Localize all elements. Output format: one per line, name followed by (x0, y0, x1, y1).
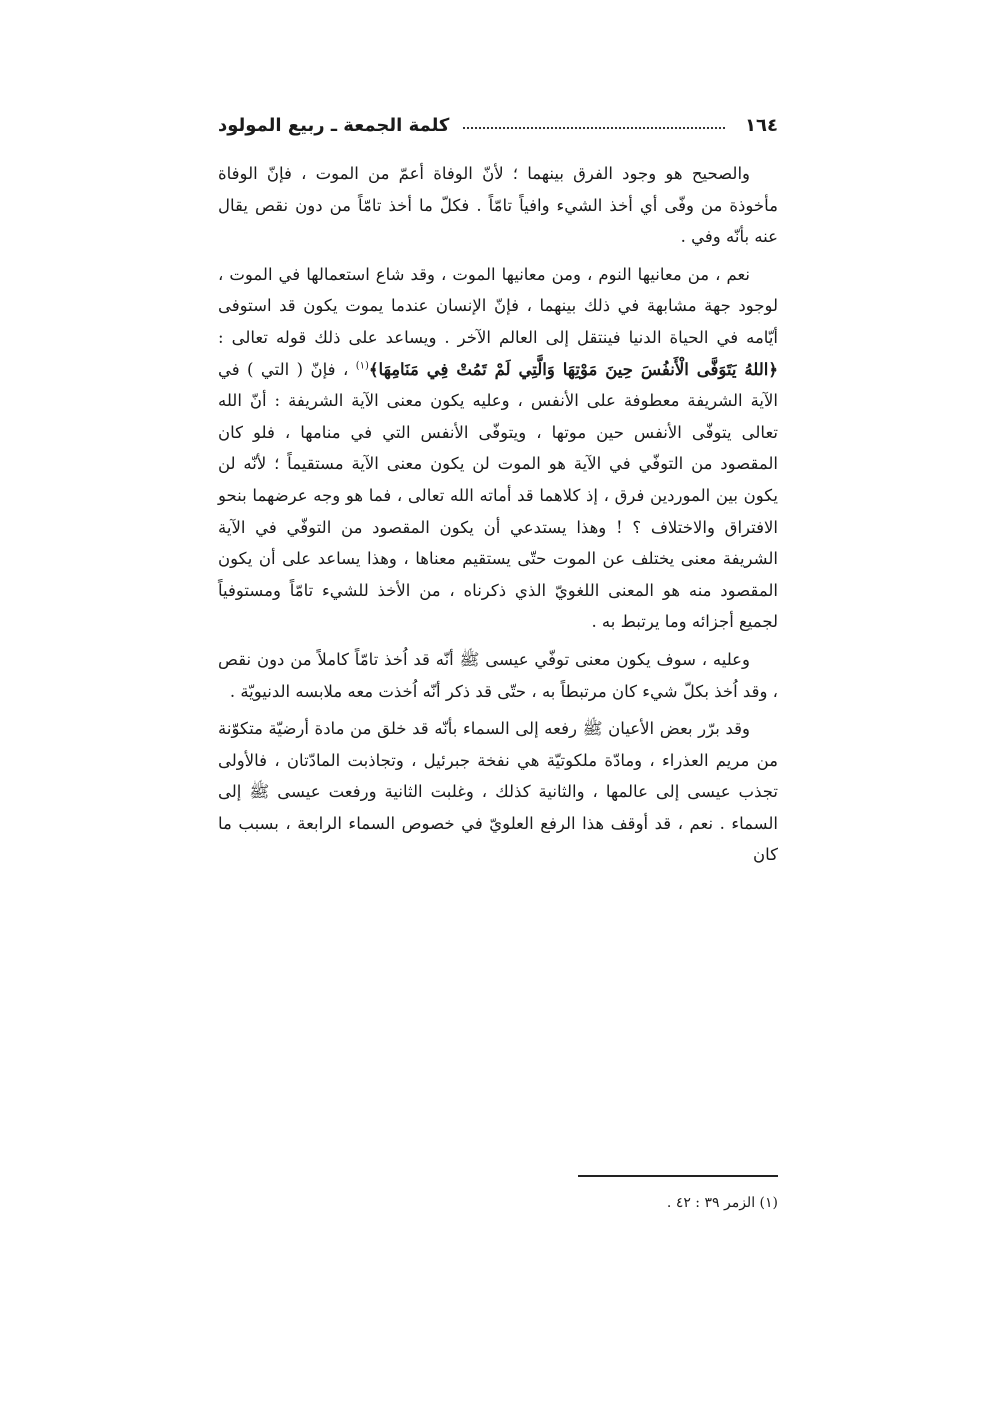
paragraph-3: وعليه ، سوف يكون معنى توفّي عيسى ﷺ أنّه قد اُخذ تامّاً كاملاً من دون نقص ، وقد اُخذ بكلّ شيء كان مرتبطاً به ، حتّى قد ذكر أنّه اُخذت معه ملابسه الدنيويّة . (218, 649, 778, 701)
paragraph-4: وقد برّر بعض الأعيان ﷺ رفعه إلى السماء بأنّه قد خلق من مادة أرضيّة متكوّنة من مريم العذراء ، ومادّة ملكوتيّة هي نفخة جبرئيل ، وتجاذبت المادّتان ، فالأولى تجذب عيسى إلى عالمها ، والثانية كذلك ، وغلبت الثانية ورفعت عيسى ﷺ إلى السماء . نعم ، قد أوقف هذا الرفع العلويّ في خصوص السماء الرابعة ، بسبب ما كان (218, 719, 778, 865)
running-book-title: كلمة الجمعة ـ ربيع المولود (218, 114, 450, 136)
page-number: ١٦٤ (745, 114, 778, 136)
footnote-reference[interactable]: (١) (355, 360, 369, 372)
paragraph-2-rest: ، فإنّ ( التي ) في الآية الشريفة معطوفة على الأنفس ، وعليه يكون معنى الآية الشريفة : أنّ الله تعالى يتوفّى الأنفس حين موتها ، ويتوفّى الأنفس التي في منامها ، فلو كان المقصود من التوفّي في الآية هو الموت لن يكون معنى الآية مستقيماً ؛ لأنّه لن يكون بين الموردين فرق ، إذ كلاهما قد أماته الله تعالى ، فما هو وجه عرضهما بنحو الافتراق والاختلاف ؟ ! وهذا يستدعي أن يكون المقصود من التوفّي في الآية الشريفة معنى يختلف عن الموت حتّى يستقيم معناها ، وهذا يساعد على أن يكون المقصود منه هو المعنى اللغويّ الذي ذكرناه ، من الأخذ للشيء تامّاً ومستوفياً لجميع أجزائه وما يرتبط به . (218, 359, 778, 632)
paragraph-2 (218, 259, 778, 638)
body-text (218, 158, 778, 877)
header-dotted-leader (463, 127, 725, 129)
quran-verse: ﴿اللهُ يَتَوَفَّى الْأَنفُسَ حِينَ مَوْتِهَا وَالَّتِي لَمْ تَمُتْ فِي مَنَامِهَا﴾ (368, 359, 778, 379)
page-header (218, 108, 778, 142)
footnote-separator (578, 1175, 778, 1177)
paragraph-2-intro: نعم ، من معانيها النوم ، ومن معانيها الموت ، وقد شاع استعمالها في الموت ، لوجود جهة مشابهة في ذلك بينهما ، فإنّ الإنسان عندما يموت يكون قد استوفى أيّامه في الحياة الدنيا فينتقل إلى العالم الآخر . ويساعد على ذلك قوله تعالى : (218, 264, 778, 347)
footnote: (١) الزمر ٣٩ : ٤٢ . (666, 1195, 778, 1211)
paragraph-1: والصحيح هو وجود الفرق بينهما ؛ لأنّ الوفاة أعمّ من الموت ، فإنّ الوفاة مأخوذة من وفّى أي أخذ الشيء وافياً تامّاً . فكلّ ما أخذ تامّاً من دون نقص يقال عنه بأنّه وفي . (218, 164, 778, 247)
